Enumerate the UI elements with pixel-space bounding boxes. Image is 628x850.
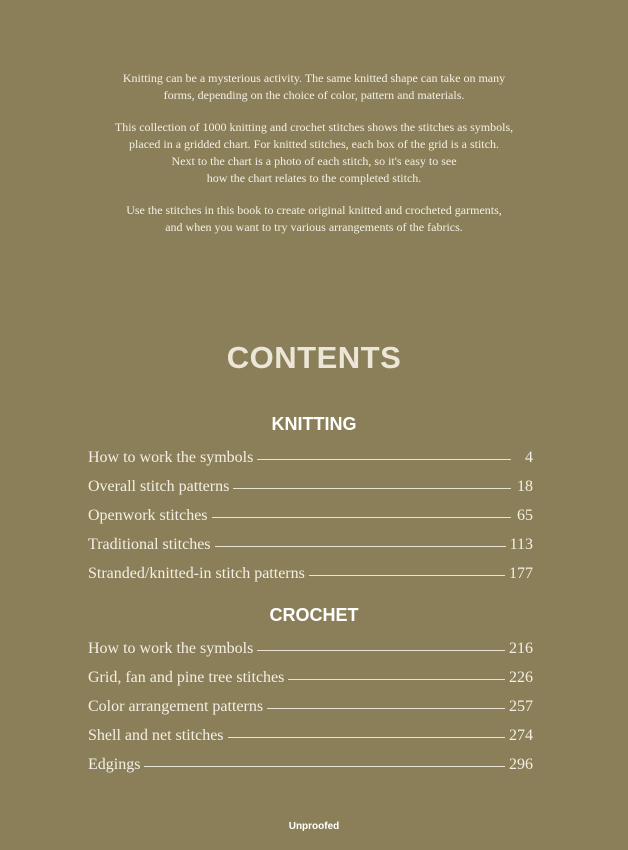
crochet-toc <box>88 640 533 785</box>
toc-entry[interactable] <box>88 727 533 756</box>
toc-entry-label: Shell and net stitches <box>88 727 224 744</box>
intro-text <box>60 70 568 251</box>
toc-entry-page: 274 <box>509 727 533 744</box>
toc-entry-label: How to work the symbols <box>88 449 254 466</box>
toc-leader-line <box>288 679 505 680</box>
toc-entry-page: 18 <box>517 478 533 495</box>
toc-leader-line <box>144 766 505 767</box>
intro-paragraph-3 <box>60 202 568 236</box>
toc-entry-page: 257 <box>509 698 533 715</box>
intro-line: how the chart relates to the completed stitch. <box>206 171 422 185</box>
toc-entry-label: Edgings <box>88 756 141 773</box>
toc-entry-page: 226 <box>509 669 533 686</box>
toc-entry[interactable] <box>88 640 533 669</box>
intro-line: Next to the chart is a photo of each stitch, so it's easy to see <box>171 154 457 168</box>
intro-line: forms, depending on the choice of color, pattern and materials. <box>163 88 465 102</box>
toc-leader-line <box>233 488 511 489</box>
toc-entry-label: Stranded/knitted-in stitch patterns <box>88 565 305 582</box>
toc-entry[interactable] <box>88 449 533 478</box>
toc-entry-label: Traditional stitches <box>88 536 211 553</box>
contents-heading: CONTENTS <box>226 340 402 375</box>
toc-leader-line <box>215 546 506 547</box>
toc-entry-page: 113 <box>509 536 533 553</box>
toc-entry[interactable] <box>88 698 533 727</box>
knitting-heading: KNITTING <box>271 414 357 434</box>
toc-entry-label: How to work the symbols <box>88 640 254 657</box>
toc-leader-line <box>212 517 511 518</box>
toc-entry[interactable] <box>88 565 533 594</box>
toc-entry-label: Overall stitch patterns <box>88 478 230 495</box>
footer-note: Unproofed <box>288 821 340 832</box>
intro-line: Knitting can be a mysterious activity. The same knitted shape can take on many <box>122 71 506 85</box>
intro-line: and when you want to try various arrangements of the fabrics. <box>165 220 463 234</box>
knitting-toc <box>88 449 533 594</box>
intro-line: Use the stitches in this book to create original knitted and crocheted garments, <box>126 203 502 217</box>
toc-leader-line <box>228 737 505 738</box>
crochet-heading: CROCHET <box>269 605 359 625</box>
toc-entry-label: Grid, fan and pine tree stitches <box>88 669 285 686</box>
toc-entry-page: 177 <box>509 565 533 582</box>
toc-entry-page: 65 <box>517 507 533 524</box>
toc-entry[interactable] <box>88 669 533 698</box>
toc-entry-label: Color arrangement patterns <box>88 698 264 715</box>
toc-entry[interactable] <box>88 478 533 507</box>
toc-leader-line <box>257 650 505 651</box>
toc-entry-label: Openwork stitches <box>88 507 208 524</box>
intro-line: This collection of 1000 knitting and crochet stitches shows the stitches as symbols, <box>114 120 514 134</box>
intro-paragraph-2 <box>60 119 568 187</box>
toc-entry[interactable] <box>88 536 533 565</box>
toc-leader-line <box>257 459 511 460</box>
toc-entry-page: 296 <box>509 756 533 773</box>
toc-leader-line <box>309 575 505 576</box>
toc-entry[interactable] <box>88 756 533 785</box>
toc-entry-page: 216 <box>509 640 533 657</box>
toc-entry[interactable] <box>88 507 533 536</box>
toc-leader-line <box>267 708 505 709</box>
toc-entry-page: 4 <box>525 449 533 466</box>
intro-line: placed in a gridded chart. For knitted stitches, each box of the grid is a stitch. <box>129 137 499 151</box>
intro-paragraph-1 <box>60 70 568 104</box>
